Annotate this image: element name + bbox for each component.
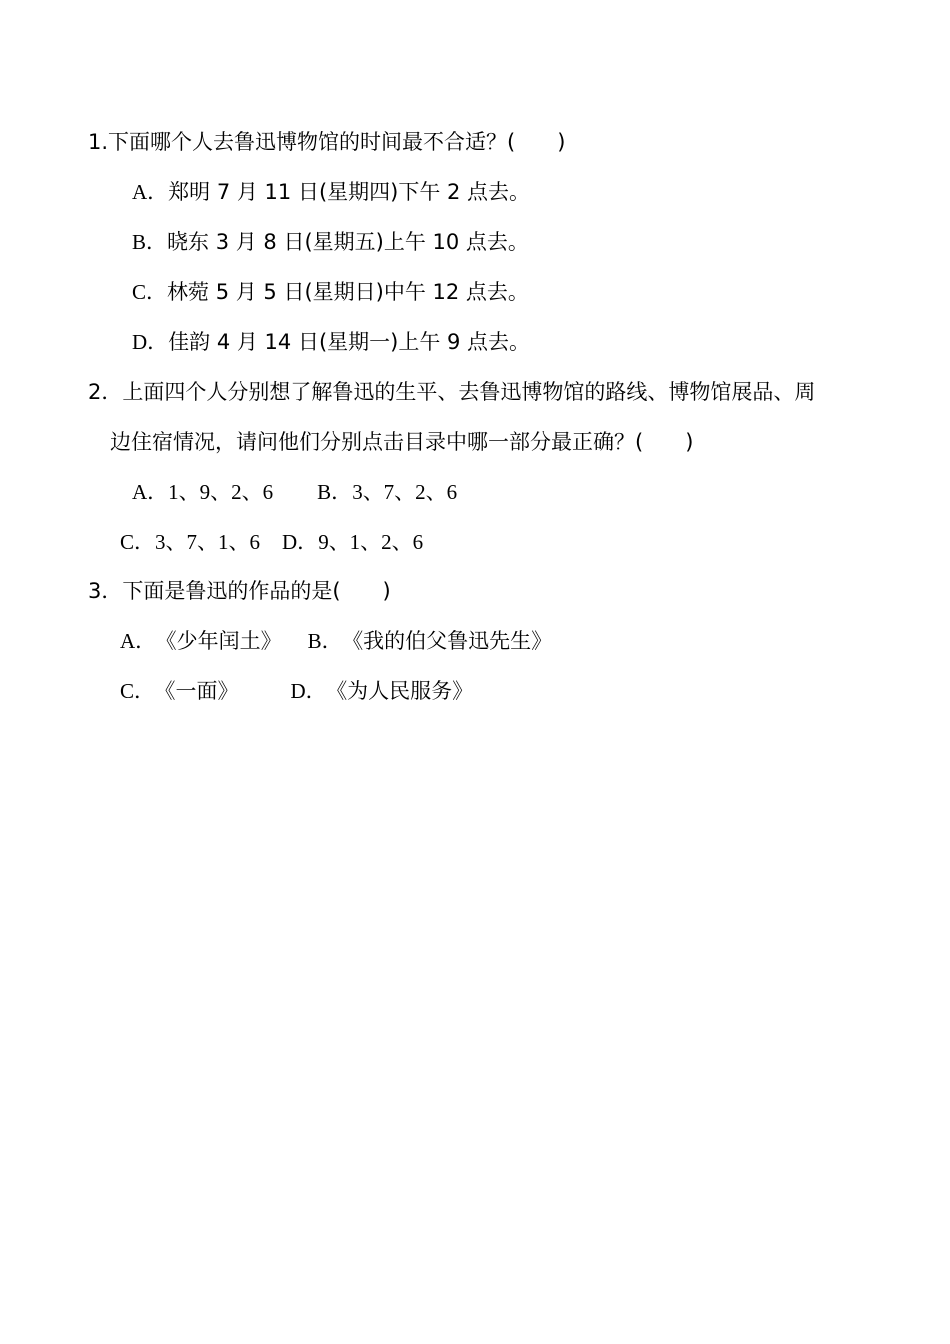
question-1-option-d bbox=[132, 328, 530, 356]
question-2-stem-line-1: 2．上面四个人分别想了解鲁迅的生平、去鲁迅博物馆的路线、博物馆展品、周 bbox=[88, 380, 816, 404]
question-1-stem: 1.下面哪个人去鲁迅博物馆的时间最不合适？( ) bbox=[88, 130, 566, 154]
question-3-option-a-letter: A． bbox=[120, 629, 157, 653]
option-letter: D． bbox=[132, 330, 169, 354]
question-3-option-c-letter: C． bbox=[120, 679, 156, 703]
question-2-stem-line-2: 边住宿情况，请问他们分别点击目录中哪一部分最正确？( ) bbox=[110, 430, 694, 454]
option-text: 郑明 7 月 11 日(星期四)下午 2 点去。 bbox=[168, 180, 531, 204]
option-letter: C． bbox=[132, 280, 168, 304]
option-letter: B． bbox=[132, 230, 168, 254]
question-2-options-row-2 bbox=[120, 528, 423, 556]
question-2-option-d-letter: D． bbox=[282, 530, 319, 554]
question-2-option-a-text: 1、9、2、6 bbox=[168, 480, 274, 504]
option-letter: A． bbox=[132, 180, 169, 204]
question-3-option-d-text: 《为人民服务》 bbox=[336, 679, 474, 703]
question-3-options-row-1 bbox=[120, 627, 552, 655]
question-1-option-a bbox=[132, 178, 530, 206]
question-3-option-a-text: 《少年闰土》 bbox=[166, 629, 282, 653]
question-3-option-b-letter: B． bbox=[307, 629, 343, 653]
question-2-option-c-text: 3、7、1、6 bbox=[155, 530, 261, 554]
question-2-option-a-letter: A． bbox=[132, 480, 169, 504]
option-text: 林菀 5 月 5 日(星期日)中午 12 点去。 bbox=[167, 280, 529, 304]
question-2-option-d-text: 9、1、2、6 bbox=[318, 530, 424, 554]
question-3-stem: 3．下面是鲁迅的作品的是( ) bbox=[88, 579, 391, 603]
question-2-option-b-text: 3、7、2、6 bbox=[352, 480, 458, 504]
option-text: 晓东 3 月 8 日(星期五)上午 10 点去。 bbox=[167, 230, 529, 254]
option-text: 佳韵 4 月 14 日(星期一)上午 9 点去。 bbox=[168, 330, 531, 354]
question-1-option-b bbox=[132, 228, 529, 256]
question-1-option-c bbox=[132, 278, 529, 306]
question-3-options-row-2 bbox=[120, 677, 473, 705]
question-2-option-c-letter: C． bbox=[120, 530, 156, 554]
question-3-option-b-text: 《我的伯父鲁迅先生》 bbox=[352, 629, 553, 653]
question-2-options-row-1 bbox=[132, 478, 457, 506]
question-3-option-c-text: 《一面》 bbox=[165, 679, 239, 703]
question-3-option-d-letter: D． bbox=[290, 679, 327, 703]
question-2-option-b-letter: B． bbox=[317, 480, 353, 504]
